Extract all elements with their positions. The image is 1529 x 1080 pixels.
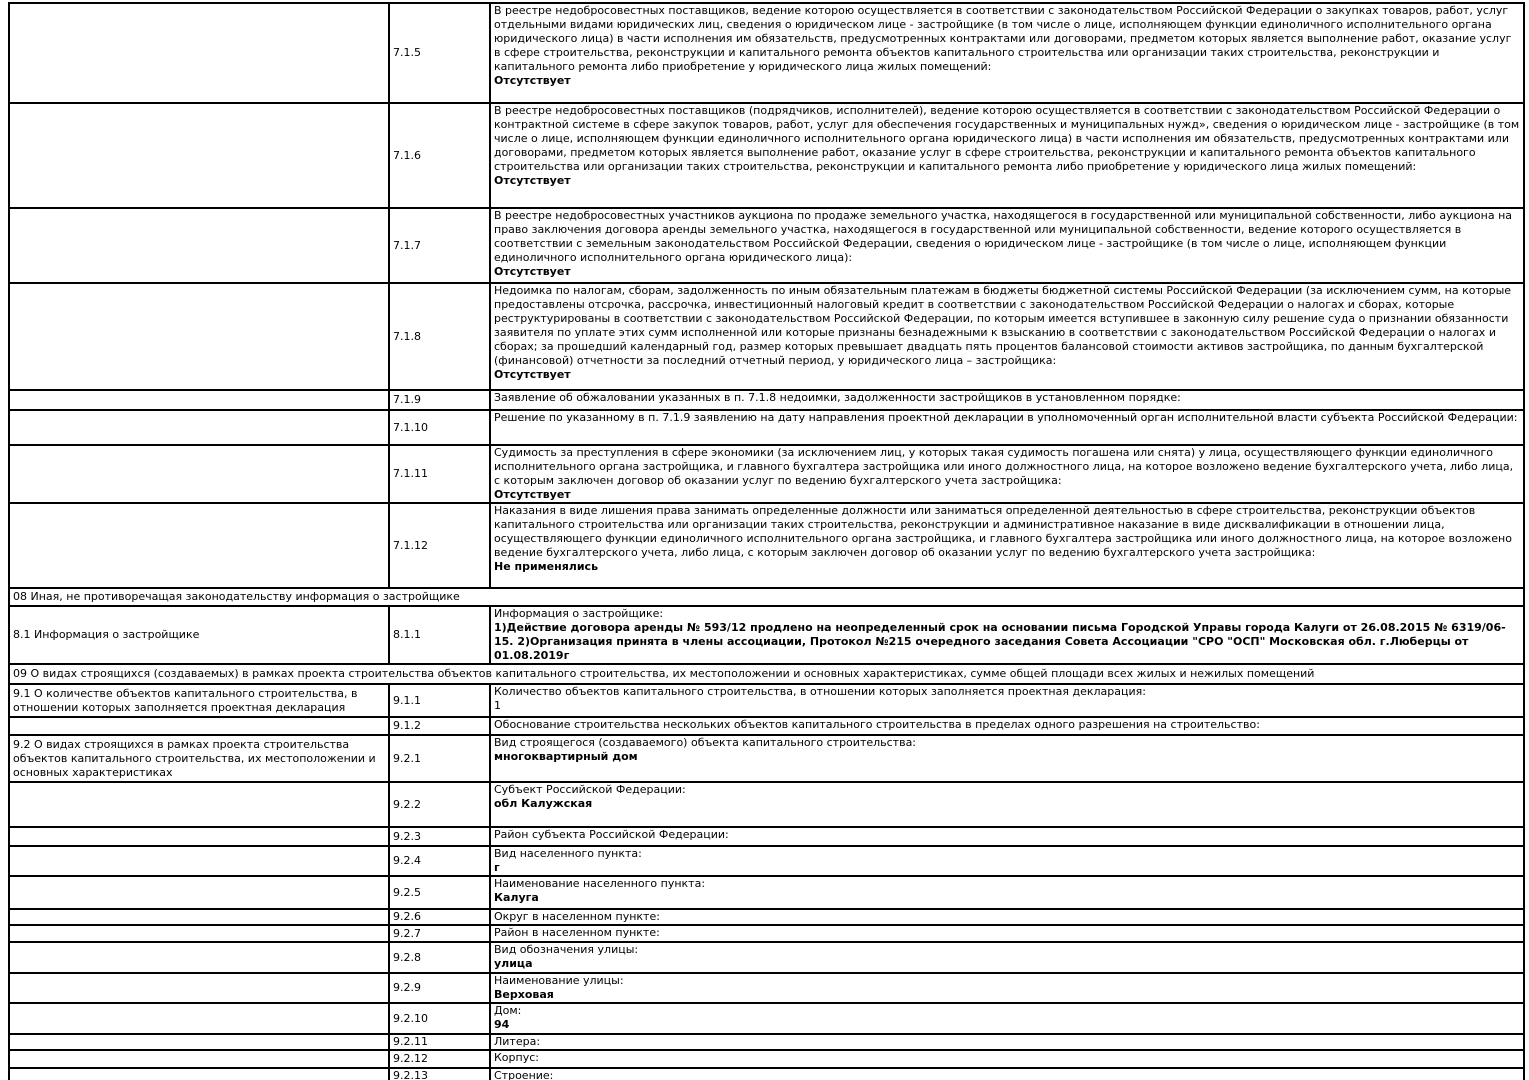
table-row [9,606,1524,664]
field-value: Верховая [494,988,554,1001]
table-row [9,1034,1524,1050]
row-content-cell [490,735,1524,782]
row-content-cell [490,827,1524,846]
row-group-title-cell [9,876,389,909]
section-header: 08 Иная, не противоречащая законодательству информация о застройщике [9,588,1524,606]
field-label: Наименование улицы: [494,974,624,987]
field-label: Корпус: [494,1051,539,1064]
row-content-cell [490,503,1524,588]
row-content-cell [490,876,1524,909]
field-value: 1 [494,699,501,712]
row-group-title-cell [9,103,389,208]
row-number-cell: 8.1.1 [389,606,490,664]
row-number-cell: 9.2.7 [389,925,490,942]
field-value: Калуга [494,891,539,904]
row-group-title-cell [9,1050,389,1068]
row-content-cell [490,3,1524,103]
field-label: Район субъекта Российской Федерации: [494,828,729,841]
field-label: Наказания в виде лишения права занимать определенные должности или заниматься определенной деятельностью в сфере строительства, реконструкции объектов капитального строительства или организации таких строительства, реконструкции и административное наказание в виде дисквалификации в отношении лица, осуществляющего функции единоличного исполнительного органа застройщика, и главного бухгалтера застройщика или иного должностного лица, на которое возложено ведение бухгалтерского учета, либо лица, с которым заключен договор об оказании услуг по ведению бухгалтерского учета застройщика: [494,504,1512,559]
table-row [9,390,1524,410]
row-number-cell: 9.2.9 [389,973,490,1003]
field-value: обл Калужская [494,797,593,810]
row-number-cell: 7.1.5 [389,3,490,103]
table-row [9,410,1524,445]
table-row [9,445,1524,503]
field-label: Литера: [494,1035,541,1048]
table-row [9,876,1524,909]
row-group-title-cell [9,1003,389,1034]
row-number-cell: 9.2.4 [389,846,490,876]
row-group-title-cell [9,445,389,503]
row-group-title-cell [9,1034,389,1050]
row-content-cell [490,606,1524,664]
field-label: В реестре недобросовестных поставщиков (подрядчиков, исполнителей), ведение которою осуществляется в соответствии с законодательством Российской Федерации о контрактной системе в сфере закупок товаров, работ, услуг для обеспечения государственных и муниципальных нужд», сведения о юридическом лице - застройщике (в том числе о лице, исполняющем функции единоличного исполнительного органа юридического лица) в части исполнения им обязательств, предусмотренных контрактами или договорами, предметом которых является выполнение работ, оказание услуг в сфере строительства, реконструкции и капитального ремонта объектов капитального строительства или организации таких строительства, реконструкции и капитального ремонта либо приобретение у юридического лица жилых помещений: [494,104,1520,173]
field-label: Вид обозначения улицы: [494,943,639,956]
field-value: Не применялись [494,560,599,573]
table-row [9,1068,1524,1080]
row-content-cell [490,684,1524,717]
field-label: Информация о застройщике: [494,607,664,620]
row-number-cell: 9.1.1 [389,684,490,717]
table-row [9,827,1524,846]
row-content-cell [490,942,1524,973]
row-content-cell [490,846,1524,876]
field-value: Отсутствует [494,74,571,87]
section-header: 09 О видах строящихся (создаваемых) в рамках проекта строительства объектов капитального строительства, их местоположении и основных характеристиках, сумме общей площади всех жилых и нежилых помещений [9,664,1524,684]
row-content-cell [490,925,1524,942]
row-number-cell: 9.2.5 [389,876,490,909]
field-value: 1)Действие договора аренды № 593/12 продлено на неопределенный срок на основании письма Городской Управы города Калуги от 26.08.2015 № 6319/06-15. 2)Организация принята в члены ассоциации, Протокол №215 очередного заседания Совета Ассоциации "СРО "ОСП" Московская обл. г.Люберцы от 01.08.2019г [494,621,1506,662]
row-content-cell [490,1034,1524,1050]
field-value: Отсутствует [494,488,571,501]
row-group-title-cell [9,410,389,445]
table-row [9,973,1524,1003]
field-label: Количество объектов капитального строительства, в отношении которых заполняется проектная декларация: [494,685,1146,698]
table-row [9,3,1524,103]
row-number-cell: 7.1.12 [389,503,490,588]
field-label: В реестре недобросовестных поставщиков, ведение которою осуществляется в соответствии с законодательством Российской Федерации о закупках товаров, работ, услуг отдельными видами юридических лиц, сведения о юридическом лице - застройщике (в том числе о лице, исполняющем функции единоличного исполнительного органа юридического лица) в части исполнения им обязательств, предусмотренных контрактами или договорами, предметом которых является выполнение работ, оказание услуг в сфере строительства, реконструкции и капитального ремонта объектов капитального строительства или организации таких строительства, реконструкции и капитального ремонта либо приобретение у юридического лица жилых помещений: [494,4,1512,73]
field-label: Строение: [494,1069,554,1080]
field-value: Отсутствует [494,265,571,278]
field-label: Округ в населенном пункте: [494,910,660,923]
field-label: Субъект Российской Федерации: [494,783,686,796]
table-row [9,208,1524,283]
row-group-title-cell [9,3,389,103]
row-number-cell: 9.2.10 [389,1003,490,1034]
row-number-cell: 7.1.7 [389,208,490,283]
row-group-title-cell [9,909,389,925]
row-content-cell [490,717,1524,735]
row-content-cell [490,1003,1524,1034]
table-row [9,503,1524,588]
row-number-cell: 9.1.2 [389,717,490,735]
row-group-title-cell [9,503,389,588]
row-content-cell [490,1050,1524,1068]
table-row [9,283,1524,390]
row-content-cell [490,283,1524,390]
row-group-title-cell: 9.2 О видах строящихся в рамках проекта строительства объектов капитального строительства, их местоположении и основных характеристиках [9,735,389,782]
field-label: Вид населенного пункта: [494,847,642,860]
row-group-title-cell [9,1068,389,1080]
row-number-cell: 9.2.8 [389,942,490,973]
row-group-title-cell [9,717,389,735]
table-row [9,782,1524,827]
field-value: Отсутствует [494,368,571,381]
row-group-title-cell [9,208,389,283]
field-label: В реестре недобросовестных участников аукциона по продаже земельного участка, находящегося в государственной или муниципальной собственности, либо аукциона на право заключения договора аренды земельного участка, находящегося в государственной или муниципальной собственности, ведение которого осуществляется в соответствии с земельным законодательством Российской Федерации, сведения о юридическом лице - застройщике (в том числе о лице, исполняющем функции единоличного исполнительного органа юридического лица): [494,209,1513,264]
field-label: Район в населенном пункте: [494,926,660,939]
row-number-cell: 9.2.3 [389,827,490,846]
row-group-title-cell: 9.1 О количестве объектов капитального строительства, в отношении которых заполняется проектная декларация [9,684,389,717]
row-content-cell [490,103,1524,208]
table-row [9,1050,1524,1068]
table-row [9,925,1524,942]
row-content-cell [490,208,1524,283]
table-row [9,1003,1524,1034]
field-value: Отсутствует [494,174,571,187]
row-content-cell [490,445,1524,503]
row-group-title-cell [9,827,389,846]
row-content-cell [490,909,1524,925]
row-group-title-cell [9,925,389,942]
row-content-cell [490,410,1524,445]
row-group-title-cell [9,942,389,973]
field-value: многоквартирный дом [494,750,638,763]
row-content-cell [490,973,1524,1003]
section-row [9,588,1524,606]
row-number-cell: 9.2.2 [389,782,490,827]
row-number-cell: 9.2.11 [389,1034,490,1050]
row-group-title-cell: 8.1 Информация о застройщике [9,606,389,664]
declaration-table-body [9,3,1524,1080]
row-number-cell: 7.1.9 [389,390,490,410]
field-label: Решение по указанному в п. 7.1.9 заявлению на дату направления проектной декларации в уполномоченный орган исполнительной власти субъекта Российской Федерации: [494,411,1518,424]
row-number-cell: 7.1.11 [389,445,490,503]
row-group-title-cell [9,390,389,410]
table-row [9,684,1524,717]
field-value: г [494,861,500,874]
row-number-cell: 7.1.8 [389,283,490,390]
row-group-title-cell [9,846,389,876]
row-group-title-cell [9,283,389,390]
row-group-title-cell [9,782,389,827]
table-row [9,909,1524,925]
table-row [9,942,1524,973]
row-content-cell [490,1068,1524,1080]
field-label: Заявление об обжаловании указанных в п. 7.1.8 недоимки, задолженности застройщиков в установленном порядке: [494,391,1181,404]
table-row [9,735,1524,782]
row-number-cell: 7.1.10 [389,410,490,445]
field-label: Судимость за преступления в сфере экономики (за исключением лиц, у которых такая судимость погашена или снята) у лица, осуществляющего функции единоличного исполнительного органа застройщика, и главного бухгалтера застройщика или иного должностного лица, на которое возложено ведение бухгалтерского учета, либо лица, с которым заключен договор об оказании услуг по ведению бухгалтерского учета застройщика: [494,446,1514,487]
row-number-cell: 9.2.1 [389,735,490,782]
table-row [9,846,1524,876]
section-row [9,664,1524,684]
field-label: Недоимка по налогам, сборам, задолженность по иным обязательным платежам в бюджеты бюджетной системы Российской Федерации (за исключением сумм, на которые предоставлены отсрочка, рассрочка, инвестиционный налоговый кредит в соответствии с законодательством Российской Федерации о налогах и сборах, которые реструктурированы в соответствии с законодательством Российской Федерации, по которым имеется вступившее в законную силу решение суда о признании обязанности заявителя по уплате этих сумм исполненной или которые признаны безнадежными к взысканию в соответствии с законодательством Российской Федерации о налогах и сборах; за прошедший календарный год, размер которых превышает двадцать пять процентов балансовой стоимости активов застройщика, по данным бухгалтерской (финансовой) отчетности за последний отчетный период, у юридического лица – застройщика: [494,284,1512,367]
row-group-title-cell [9,973,389,1003]
table-row [9,103,1524,208]
field-value: улица [494,957,533,970]
field-label: Обоснование строительства нескольких объектов капитального строительства в пределах одного разрешения на строительство: [494,718,1260,731]
row-number-cell: 7.1.6 [389,103,490,208]
field-value: 94 [494,1018,510,1031]
field-label: Наименование населенного пункта: [494,877,706,890]
row-number-cell: 9.2.12 [389,1050,490,1068]
row-number-cell: 9.2.6 [389,909,490,925]
field-label: Дом: [494,1004,522,1017]
row-number-cell: 9.2.13 [389,1068,490,1080]
row-content-cell [490,782,1524,827]
table-row [9,717,1524,735]
field-label: Вид строящегося (создаваемого) объекта капитального строительства: [494,736,917,749]
project-declaration-table [8,2,1525,1080]
row-content-cell [490,390,1524,410]
